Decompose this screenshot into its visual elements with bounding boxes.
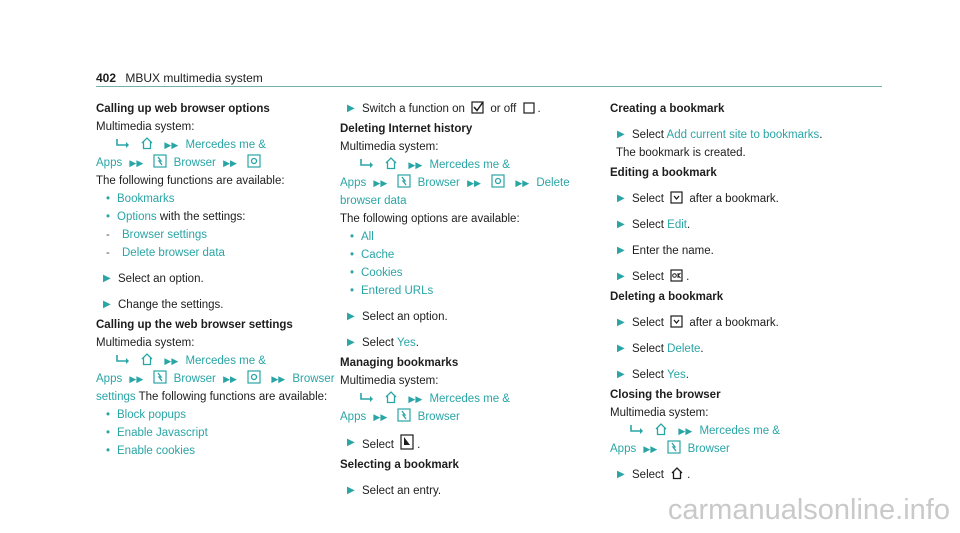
double-chevron-icon: ▶▶ bbox=[373, 178, 388, 188]
option-all[interactable]: • All bbox=[340, 228, 585, 246]
option-enable-javascript[interactable]: • Enable Javascript bbox=[96, 424, 341, 442]
link-browser[interactable]: Browser bbox=[417, 177, 460, 189]
link-browser[interactable]: Browser bbox=[687, 443, 730, 455]
menu-path-cont bbox=[340, 408, 585, 426]
select-text: Select bbox=[632, 129, 664, 141]
select-text: Select bbox=[632, 469, 664, 481]
checkbox-empty-icon bbox=[523, 102, 535, 114]
sub-option-delete-browser-data[interactable]: - Delete browser data bbox=[96, 244, 341, 262]
home-icon bbox=[140, 136, 154, 150]
step-select-option: ▶ Select an option. bbox=[96, 270, 341, 288]
link-browser-settings-b[interactable]: settings bbox=[96, 391, 136, 403]
heading-closing-the-browser: Closing the browser bbox=[610, 389, 721, 401]
select-text: Select bbox=[632, 219, 664, 231]
return-arrow-icon bbox=[115, 354, 131, 366]
step-select-edit: ▶ Select Edit. bbox=[610, 216, 855, 234]
heading-deleting-a-bookmark: Deleting a bookmark bbox=[610, 291, 724, 303]
link-mercedes-me[interactable]: Mercedes me & bbox=[185, 355, 266, 367]
watermark: carmanualsonline.info bbox=[667, 494, 950, 526]
checkbox-checked-icon bbox=[471, 101, 484, 114]
link-delete-a[interactable]: Delete bbox=[536, 177, 570, 189]
double-chevron-icon: ▶▶ bbox=[408, 394, 423, 404]
double-chevron-icon: ▶▶ bbox=[164, 140, 179, 150]
double-chevron-icon: ▶▶ bbox=[467, 178, 481, 188]
link-delete-b[interactable]: browser data bbox=[340, 195, 407, 207]
sub-option-browser-settings[interactable]: - Browser settings bbox=[96, 226, 341, 244]
link-apps[interactable]: Apps bbox=[96, 373, 123, 385]
link-edit[interactable]: Edit bbox=[667, 219, 687, 231]
browser-icon bbox=[397, 408, 411, 422]
page-number: 402 bbox=[96, 71, 117, 85]
menu-down-icon bbox=[670, 315, 683, 328]
return-arrow-icon bbox=[629, 424, 645, 436]
menu-path bbox=[340, 156, 585, 174]
menu-path-cont bbox=[610, 440, 855, 458]
menu-path bbox=[340, 390, 585, 408]
link-options[interactable]: Options bbox=[117, 211, 157, 223]
double-chevron-icon: ▶▶ bbox=[223, 158, 237, 168]
menu-down-icon bbox=[670, 191, 683, 204]
column-1 bbox=[96, 100, 341, 460]
home-icon bbox=[384, 390, 398, 404]
double-chevron-icon: ▶▶ bbox=[129, 158, 144, 168]
heading-calling-up-web-browser-options: Calling up web browser options bbox=[96, 103, 270, 115]
menu-path-cont bbox=[96, 154, 341, 172]
menu-path bbox=[96, 352, 341, 370]
link-browser[interactable]: Browser bbox=[173, 157, 216, 169]
menu-path bbox=[96, 136, 341, 154]
switch-text-a: Switch a function on bbox=[362, 103, 465, 115]
browser-icon bbox=[667, 440, 681, 454]
home-icon bbox=[384, 156, 398, 170]
select-text: Select bbox=[632, 369, 664, 381]
double-chevron-icon: ▶▶ bbox=[271, 374, 286, 384]
option-options bbox=[96, 208, 341, 226]
return-arrow-icon bbox=[115, 138, 131, 150]
multimedia-system-label: Multimedia system: bbox=[96, 121, 195, 133]
step-change-settings: ▶ Change the settings. bbox=[96, 296, 341, 314]
link-apps[interactable]: Apps bbox=[96, 157, 123, 169]
browser-icon bbox=[397, 174, 411, 188]
double-chevron-icon: ▶▶ bbox=[678, 426, 693, 436]
column-2 bbox=[340, 100, 585, 500]
header-rule bbox=[96, 86, 882, 87]
link-browser[interactable]: Browser bbox=[417, 411, 460, 423]
double-chevron-icon: ▶▶ bbox=[408, 160, 423, 170]
functions-available-text: The following functions are available: bbox=[96, 175, 285, 187]
option-enable-cookies[interactable]: • Enable cookies bbox=[96, 442, 341, 460]
link-delete[interactable]: Delete bbox=[667, 343, 701, 355]
page-header bbox=[96, 71, 263, 85]
return-arrow-icon bbox=[359, 392, 375, 404]
link-apps[interactable]: Apps bbox=[340, 177, 367, 189]
heading-managing-bookmarks: Managing bookmarks bbox=[340, 357, 459, 369]
gear-icon bbox=[247, 154, 261, 168]
link-yes[interactable]: Yes bbox=[396, 337, 416, 349]
double-chevron-icon: ▶▶ bbox=[373, 412, 388, 422]
select-text: Select bbox=[632, 271, 664, 283]
return-arrow-icon bbox=[359, 158, 375, 170]
link-mercedes-me[interactable]: Mercedes me & bbox=[429, 393, 510, 405]
bookmark-created-text: The bookmark is created. bbox=[616, 147, 746, 159]
switch-text-b: or off bbox=[490, 103, 517, 115]
heading-editing-a-bookmark: Editing a bookmark bbox=[610, 167, 717, 179]
step-add-current-site: ▶ Select Add current site to bookmarks. bbox=[610, 126, 855, 144]
step-select-ok: ▶ Select . bbox=[610, 268, 855, 286]
step-select-entry: ▶ Select an entry. bbox=[340, 482, 585, 500]
step-select-menu bbox=[610, 190, 855, 208]
link-apps[interactable]: Apps bbox=[340, 411, 367, 423]
with-settings-text: with the settings: bbox=[159, 211, 246, 223]
menu-path bbox=[610, 422, 855, 440]
multimedia-system-label: Multimedia system: bbox=[96, 337, 195, 349]
option-bookmarks[interactable]: • Bookmarks bbox=[96, 190, 341, 208]
step-enter-name: ▶ Enter the name. bbox=[610, 242, 855, 260]
double-chevron-icon: ▶▶ bbox=[515, 178, 530, 188]
gear-icon bbox=[247, 370, 261, 384]
select-text: Select bbox=[362, 337, 394, 349]
home-icon bbox=[140, 352, 154, 366]
heading-creating-a-bookmark: Creating a bookmark bbox=[610, 103, 725, 115]
step-select-home: ▶ Select . bbox=[610, 466, 855, 484]
page-header-title: MBUX multimedia system bbox=[125, 71, 263, 85]
select-text: Select bbox=[632, 193, 664, 205]
browser-icon bbox=[153, 370, 167, 384]
step-select-yes: ▶ Select Yes. bbox=[340, 334, 585, 352]
options-available-text: The following options are available: bbox=[340, 213, 520, 225]
home-icon bbox=[670, 466, 684, 480]
functions-available-text: The following functions are available: bbox=[138, 391, 328, 403]
ok-icon bbox=[670, 269, 683, 282]
link-apps[interactable]: Apps bbox=[610, 443, 637, 455]
multimedia-system-label: Multimedia system: bbox=[340, 141, 439, 153]
bookmark-tab-icon bbox=[400, 434, 414, 450]
link-yes[interactable]: Yes bbox=[666, 369, 686, 381]
browser-icon bbox=[153, 154, 167, 168]
link-mercedes-me[interactable]: Mercedes me & bbox=[699, 425, 780, 437]
link-mercedes-me[interactable]: Mercedes me & bbox=[429, 159, 510, 171]
double-chevron-icon: ▶▶ bbox=[164, 356, 179, 366]
option-entered-urls[interactable]: • Entered URLs bbox=[340, 282, 585, 300]
link-mercedes-me[interactable]: Mercedes me & bbox=[185, 139, 266, 151]
step-select-bookmarks-tab: ▶ Select . bbox=[340, 434, 585, 454]
double-chevron-icon: ▶▶ bbox=[223, 374, 237, 384]
link-browser-settings-a[interactable]: Browser bbox=[292, 373, 335, 385]
after-bookmark-text: after a bookmark. bbox=[689, 193, 779, 205]
heading-deleting-internet-history: Deleting Internet history bbox=[340, 123, 473, 135]
link-add-current-site[interactable]: Add current site to bookmarks bbox=[666, 129, 820, 141]
multimedia-system-label: Multimedia system: bbox=[340, 375, 439, 387]
select-text: Select bbox=[632, 317, 664, 329]
column-3 bbox=[610, 100, 855, 484]
after-bookmark-text: after a bookmark. bbox=[689, 317, 779, 329]
step-select-yes: ▶ Select Yes. bbox=[610, 366, 855, 384]
double-chevron-icon: ▶▶ bbox=[129, 374, 144, 384]
multimedia-system-label: Multimedia system: bbox=[610, 407, 709, 419]
select-text: Select bbox=[362, 439, 394, 451]
heading-selecting-a-bookmark: Selecting a bookmark bbox=[340, 459, 459, 471]
step-select-option: ▶ Select an option. bbox=[340, 308, 585, 326]
select-text: Select bbox=[632, 343, 664, 355]
step-switch-function: ▶ Switch a function on or off . bbox=[340, 100, 585, 118]
double-chevron-icon: ▶▶ bbox=[643, 444, 658, 454]
menu-path-cont bbox=[340, 174, 585, 192]
menu-path-cont bbox=[96, 370, 341, 388]
step-select-delete: ▶ Select Delete. bbox=[610, 340, 855, 358]
option-block-popups[interactable]: • Block popups bbox=[96, 406, 341, 424]
link-browser[interactable]: Browser bbox=[173, 373, 216, 385]
option-cookies[interactable]: • Cookies bbox=[340, 264, 585, 282]
option-cache[interactable]: • Cache bbox=[340, 246, 585, 264]
gear-icon bbox=[491, 174, 505, 188]
step-select-menu bbox=[610, 314, 855, 332]
home-icon bbox=[654, 422, 668, 436]
heading-calling-up-web-browser-settings: Calling up the web browser settings bbox=[96, 319, 293, 331]
